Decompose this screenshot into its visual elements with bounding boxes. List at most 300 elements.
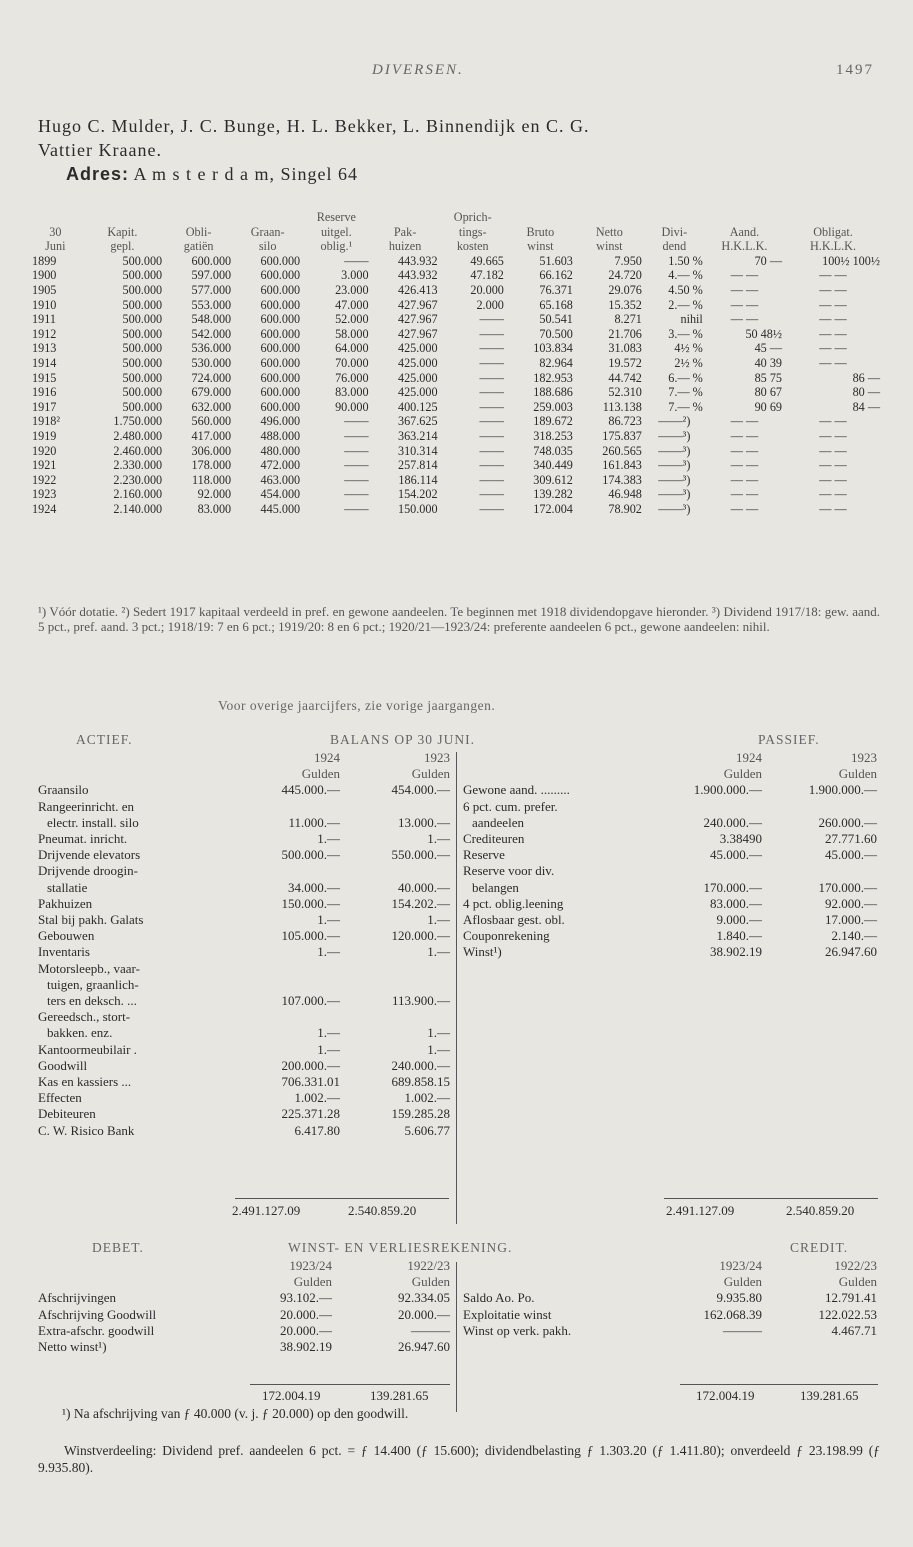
- credit-table: [460, 1258, 880, 1339]
- balance-label: 4 pct. oblig.leening: [463, 895, 564, 911]
- debet-unit-2: Gulden: [411, 1274, 450, 1290]
- balance-row: [35, 1058, 453, 1074]
- history-cell: — —: [819, 428, 847, 443]
- history-cell: 52.000: [335, 312, 369, 327]
- history-header-cell: Aand.: [729, 224, 760, 239]
- history-cell: 47.000: [335, 297, 369, 312]
- history-cell: 21.706: [608, 326, 642, 341]
- history-cell: 20.000: [470, 282, 504, 297]
- history-row: [30, 371, 882, 386]
- balance-row: [460, 880, 880, 896]
- balance-value-2: 5.606.77: [404, 1122, 450, 1138]
- history-cell: 1919: [32, 428, 57, 443]
- history-cell: 2.230.000: [113, 472, 163, 487]
- debet-total-1: 172.004.19: [262, 1388, 321, 1403]
- balance-row: [460, 799, 880, 815]
- history-cell: 7.— %: [668, 399, 703, 414]
- actief-total-2: 2.540.859.20: [348, 1203, 417, 1218]
- balance-row: [460, 815, 880, 831]
- history-cell: — —: [730, 487, 759, 502]
- history-header-cell: Netto: [595, 224, 623, 239]
- history-cell: 425.000: [397, 341, 438, 356]
- footnotes: ¹) Vóór dotatie. ²) Sedert 1917 kapitaal verdeeld in pref. en gewone aandeelen. Te beginnen met 1918 dividendopgave hieronder. ³) Dividend 1917/18: gew. aand. 5 pct., pref. aand. 3 pct.; 1918/19: 7 en 6 pct.; 1919/20: 8 en 6 pct.; 1920/21—1923/24: preferente aandeelen 6 pct., gewone aandeelen: nihil.: [38, 604, 880, 635]
- history-header-cell: [575, 210, 644, 225]
- history-cell: ——: [479, 370, 504, 385]
- credit-total-rule: [680, 1384, 878, 1385]
- history-header-cell: H.K.L.K.: [721, 239, 768, 254]
- history-cell: 188.686: [533, 385, 573, 400]
- balance-value-1: 1.840.—: [716, 928, 762, 944]
- history-row: [30, 429, 882, 444]
- history-header-cell: silo: [258, 239, 277, 254]
- history-cell: 363.214: [397, 428, 438, 443]
- history-cell: 85 75: [754, 370, 782, 385]
- debet-title: DEBET.: [92, 1240, 144, 1255]
- history-cell: ——: [344, 487, 369, 502]
- history-cell: ——³): [658, 487, 691, 502]
- balance-label: Graansilo: [38, 782, 89, 798]
- history-cell: 92.000: [197, 487, 232, 502]
- actief-title: ACTIEF.: [76, 732, 133, 747]
- balance-value-2: 1.900.000.—: [808, 782, 877, 798]
- balance-label: Goodwill: [38, 1057, 88, 1073]
- balance-label: ters en deksch. ...: [47, 993, 137, 1009]
- history-cell: 340.449: [533, 458, 573, 473]
- history-cell: — —: [819, 355, 847, 370]
- wv-value-2: 4.467.71: [831, 1322, 877, 1338]
- history-header-cell: [81, 210, 164, 225]
- history-cell: 86 —: [852, 370, 880, 385]
- history-cell: ——: [344, 443, 369, 458]
- balance-label: aandeelen: [472, 814, 524, 830]
- balance-row: [35, 1074, 453, 1090]
- history-cell: 260.565: [602, 443, 642, 458]
- history-cell: 175.837: [602, 428, 642, 443]
- balance-row: [35, 977, 453, 993]
- history-cell: ——: [344, 428, 369, 443]
- wv-value-1: 38.902.19: [280, 1339, 332, 1355]
- credit-year-2: 1922/23: [834, 1258, 877, 1273]
- history-row: [30, 312, 882, 327]
- balance-value-1: 1.—: [317, 912, 340, 928]
- history-cell: ——: [479, 501, 504, 516]
- balance-value-1: 706.331.01: [281, 1074, 340, 1090]
- balance-value-2: 113.900.—: [391, 993, 450, 1009]
- history-header-cell: gepl.: [110, 239, 135, 254]
- history-cell: — —: [730, 414, 759, 429]
- history-cell: 1923: [32, 487, 57, 502]
- history-cell: — —: [819, 326, 847, 341]
- history-cell: 560.000: [191, 414, 232, 429]
- history-cell: 488.000: [260, 428, 301, 443]
- balance-label: Aflosbaar gest. obl.: [463, 912, 565, 928]
- history-cell: 259.003: [533, 399, 573, 414]
- history-header-cell: Graan-: [250, 224, 285, 239]
- balance-label: Rangeerinricht. en: [38, 798, 135, 814]
- history-header-cell: H.K.L.K.: [809, 239, 857, 254]
- balance-value-2: 13.000.—: [398, 814, 450, 830]
- balance-row: [460, 863, 880, 879]
- history-header-cell: oblig.¹: [320, 239, 353, 254]
- history-cell: 530.000: [191, 355, 232, 370]
- wv-label: Extra-afschr. goodwill: [38, 1322, 155, 1338]
- wv-label: Exploitatie winst: [463, 1306, 552, 1322]
- passief-unit-2: Gulden: [838, 766, 877, 782]
- history-cell: ——: [479, 341, 504, 356]
- history-cell: 23.000: [335, 282, 369, 297]
- history-cell: — —: [730, 501, 759, 516]
- history-cell: ——³): [658, 472, 691, 487]
- history-cell: 600.000: [260, 341, 301, 356]
- passief-total-2: 2.540.859.20: [786, 1203, 855, 1218]
- history-header-cell: Kapit.: [107, 224, 138, 239]
- actief-total-rule: [235, 1198, 449, 1199]
- wv-row: [35, 1290, 453, 1306]
- history-cell: 78.902: [608, 501, 642, 516]
- history-cell: 4.— %: [668, 268, 703, 283]
- balance-value-2: 1.—: [427, 1025, 450, 1041]
- history-header-cell: winst: [596, 239, 623, 254]
- history-cell: ——: [344, 253, 369, 268]
- history-cell: 500.000: [122, 385, 163, 400]
- history-cell: 500.000: [122, 268, 163, 283]
- history-cell: 86.723: [608, 414, 642, 429]
- balance-label: Gebouwen: [38, 928, 95, 944]
- history-cell: 724.000: [191, 370, 232, 385]
- balance-row: [35, 944, 453, 960]
- history-cell: 189.672: [533, 414, 573, 429]
- history-cell: 76.371: [539, 282, 573, 297]
- history-cell: 3.— %: [668, 326, 703, 341]
- balance-value-1: 1.900.000.—: [693, 782, 762, 798]
- actief-total-1: 2.491.127.09: [232, 1203, 301, 1218]
- balance-row: [35, 863, 453, 879]
- address-value: A m s t e r d a m, Singel 64: [133, 164, 359, 184]
- wv-row: [35, 1323, 453, 1339]
- balance-value-1: 1.—: [317, 1025, 340, 1041]
- history-cell: 600.000: [191, 253, 232, 268]
- history-cell: 306.000: [191, 443, 232, 458]
- history-table: [30, 210, 882, 516]
- history-cell: 186.114: [398, 472, 438, 487]
- history-header-cell: [371, 210, 440, 225]
- wv-title: WINST- EN VERLIESREKENING.: [288, 1240, 513, 1255]
- balance-value-1: 107.000.—: [281, 993, 340, 1009]
- history-cell: 50 48½: [745, 326, 782, 341]
- history-cell: 58.000: [335, 326, 369, 341]
- balance-row: [35, 1123, 453, 1139]
- history-cell: 1917: [32, 399, 57, 414]
- wv-label: Afschrijving Goodwill: [38, 1306, 157, 1322]
- history-row: [30, 327, 882, 342]
- history-cell: 427.967: [397, 326, 438, 341]
- history-header-row: [30, 225, 882, 240]
- history-cell: 553.000: [191, 297, 232, 312]
- history-cell: ——³): [658, 443, 691, 458]
- history-cell: 463.000: [260, 472, 301, 487]
- balance-label: C. W. Risico Bank: [38, 1122, 135, 1138]
- history-cell: 600.000: [260, 297, 301, 312]
- history-header-cell: Obligat.: [813, 224, 853, 239]
- balance-label: electr. install. silo: [47, 814, 139, 830]
- history-cell: 4.50 %: [668, 282, 703, 297]
- history-cell: 70 —: [754, 253, 782, 268]
- actief-table: [35, 750, 453, 1139]
- balance-row: [35, 1009, 453, 1025]
- history-cell: 80 —: [852, 385, 880, 400]
- history-cell: ——: [479, 355, 504, 370]
- history-cell: 1914: [32, 355, 57, 370]
- wv-value-1: 9.935.80: [716, 1290, 762, 1306]
- actief-year-2: 1923: [424, 750, 450, 765]
- history-cell: 172.004: [533, 501, 573, 516]
- history-cell: ——: [479, 312, 504, 327]
- wv-value-1: 93.102.—: [280, 1290, 332, 1306]
- history-cell: 500.000: [122, 355, 163, 370]
- history-header-cell: Reserve: [316, 210, 356, 224]
- history-cell: 15.352: [608, 297, 642, 312]
- wv-value-2: 12.791.41: [825, 1290, 877, 1306]
- history-row: [30, 400, 882, 415]
- history-cell: — —: [730, 472, 759, 487]
- history-cell: 1920: [32, 443, 57, 458]
- history-cell: 472.000: [260, 458, 301, 473]
- history-cell: 7.950: [614, 253, 642, 268]
- history-header-cell: tings-: [458, 224, 487, 239]
- history-header-cell: Oprich-: [453, 210, 492, 224]
- history-cell: ——: [479, 428, 504, 443]
- history-cell: 600.000: [260, 312, 301, 327]
- history-cell: 161.843: [602, 458, 642, 473]
- history-header-cell: gatiën: [183, 239, 214, 254]
- history-cell: 76.000: [335, 370, 369, 385]
- history-row: [30, 385, 882, 400]
- history-row: [30, 298, 882, 313]
- balance-value-2: 260.000.—: [818, 814, 877, 830]
- balance-label: Pneumat. inricht.: [38, 831, 128, 847]
- passief-unit-1: Gulden: [723, 766, 762, 782]
- wv-value-1: ———: [723, 1322, 762, 1338]
- history-header-cell: Pak-: [393, 224, 417, 239]
- history-cell: 426.413: [397, 282, 438, 297]
- balance-value-2: 92.000.—: [825, 895, 877, 911]
- wv-value-1: 162.068.39: [703, 1306, 762, 1322]
- history-cell: 443.932: [397, 253, 438, 268]
- history-row: [30, 473, 882, 488]
- history-cell: 597.000: [191, 268, 232, 283]
- balance-value-2: 170.000.—: [818, 879, 877, 895]
- balance-label: belangen: [472, 879, 519, 895]
- history-cell: ——: [344, 472, 369, 487]
- history-cell: 139.282: [533, 487, 573, 502]
- history-cell: — —: [730, 443, 759, 458]
- wv-footnote: ¹) Na afschrijving van ƒ 40.000 (v. j. ƒ 20.000) op den goodwill.: [62, 1406, 409, 1421]
- balance-label: Winst¹): [463, 944, 502, 960]
- history-header-cell: Divi-: [661, 224, 688, 239]
- wv-value-2: 92.334.05: [398, 1290, 450, 1306]
- history-cell: — —: [819, 472, 847, 487]
- balance-value-1: 105.000.—: [281, 928, 340, 944]
- history-cell: 4½ %: [674, 341, 703, 356]
- wv-value-2: 122.022.53: [818, 1306, 877, 1322]
- balance-row: [35, 880, 453, 896]
- balance-row: [460, 944, 880, 960]
- history-cell: 600.000: [260, 355, 301, 370]
- actief-unit-2: Gulden: [411, 766, 450, 782]
- history-cell: 31.083: [608, 341, 642, 356]
- history-header-cell: [233, 210, 302, 225]
- history-cell: 2.460.000: [113, 443, 163, 458]
- history-cell: 154.202: [397, 487, 438, 502]
- history-cell: 548.000: [191, 312, 232, 327]
- history-cell: ——³): [658, 458, 691, 473]
- balance-row: [35, 1042, 453, 1058]
- balance-label: Debiteuren: [38, 1106, 96, 1122]
- balance-label: Crediteuren: [463, 831, 525, 847]
- balance-row: [460, 847, 880, 863]
- balance-label: Motorsleepb., vaar-: [38, 960, 140, 976]
- credit-unit-2: Gulden: [838, 1274, 877, 1290]
- wv-divider: [456, 1262, 457, 1412]
- balance-value-1: 200.000.—: [281, 1057, 340, 1073]
- history-cell: 500.000: [122, 282, 163, 297]
- history-cell: 500.000: [122, 341, 163, 356]
- history-row: [30, 502, 882, 517]
- balance-value-1: 38.902.19: [710, 944, 762, 960]
- history-cell: 600.000: [260, 370, 301, 385]
- wv-value-2: 20.000.—: [398, 1306, 450, 1322]
- history-header-cell: [705, 210, 784, 225]
- balance-value-2: 154.202.—: [391, 895, 450, 911]
- balance-value-1: 1.—: [317, 831, 340, 847]
- balance-label: stallatie: [47, 879, 88, 895]
- history-cell: ——: [479, 326, 504, 341]
- balance-label: Reserve: [463, 847, 505, 863]
- history-row: [30, 341, 882, 356]
- wv-value-1: 20.000.—: [280, 1322, 332, 1338]
- wv-row: [35, 1307, 453, 1323]
- history-cell: 2.— %: [668, 297, 703, 312]
- balans-divider: [456, 752, 457, 1224]
- wv-value-1: 20.000.—: [280, 1306, 332, 1322]
- history-header-cell: Obli-: [185, 224, 212, 239]
- balance-value-2: 159.285.28: [391, 1106, 450, 1122]
- balance-row: [35, 928, 453, 944]
- history-cell: 318.253: [533, 428, 573, 443]
- balance-label: Inventaris: [38, 944, 90, 960]
- history-cell: ——³): [658, 428, 691, 443]
- history-cell: 113.138: [602, 399, 642, 414]
- balance-value-2: 1.—: [427, 944, 450, 960]
- history-cell: 454.000: [260, 487, 301, 502]
- passief-total-1: 2.491.127.09: [666, 1203, 735, 1218]
- history-cell: ——³): [658, 501, 691, 516]
- history-cell: 150.000: [397, 501, 438, 516]
- history-cell: ——: [479, 458, 504, 473]
- history-cell: 600.000: [260, 385, 301, 400]
- history-cell: 182.953: [533, 370, 573, 385]
- history-cell: — —: [730, 297, 759, 312]
- history-row: [30, 268, 882, 283]
- history-cell: 2.330.000: [113, 458, 163, 473]
- actief-year-1: 1924: [314, 750, 340, 765]
- history-cell: 1918²: [32, 414, 61, 429]
- history-cell: — —: [819, 487, 847, 502]
- history-cell: — —: [819, 282, 847, 297]
- history-cell: 427.967: [397, 312, 438, 327]
- balance-value-2: 45.000.—: [825, 847, 877, 863]
- history-cell: 52.310: [608, 385, 642, 400]
- debet-table: [35, 1258, 453, 1355]
- balance-value-2: 2.140.—: [831, 928, 877, 944]
- history-cell: 425.000: [397, 355, 438, 370]
- balance-value-2: 454.000.—: [391, 782, 450, 798]
- history-cell: 8.271: [614, 312, 642, 327]
- history-row: [30, 254, 882, 269]
- wv-label: Afschrijvingen: [38, 1290, 116, 1306]
- balance-value-1: 445.000.—: [281, 782, 340, 798]
- balance-row: [460, 831, 880, 847]
- credit-total-1: 172.004.19: [696, 1388, 755, 1403]
- history-cell: 600.000: [260, 268, 301, 283]
- history-cell: 425.000: [397, 370, 438, 385]
- history-cell: 1915: [32, 370, 57, 385]
- history-cell: 70.500: [539, 326, 573, 341]
- history-cell: — —: [730, 312, 759, 327]
- history-cell: — —: [730, 282, 759, 297]
- balance-row: [35, 993, 453, 1009]
- history-cell: — —: [819, 501, 847, 516]
- history-cell: 100½ 100½: [822, 253, 880, 268]
- history-cell: 536.000: [191, 341, 232, 356]
- history-cell: 445.000: [260, 501, 301, 516]
- wv-row: [460, 1323, 880, 1339]
- history-cell: 7.— %: [668, 385, 703, 400]
- history-cell: 83.000: [335, 385, 369, 400]
- history-cell: 1905: [32, 282, 57, 297]
- balance-value-1: 1.—: [317, 1041, 340, 1057]
- history-cell: 496.000: [260, 414, 301, 429]
- history-cell: 2.480.000: [113, 428, 163, 443]
- balance-value-1: 1.002.—: [294, 1090, 340, 1106]
- balans-title: BALANS OP 30 JUNI.: [330, 732, 476, 747]
- history-cell: 425.000: [397, 385, 438, 400]
- balance-label: Drijvende droogin-: [38, 863, 139, 879]
- history-cell: 600.000: [260, 326, 301, 341]
- history-cell: 66.162: [539, 268, 573, 283]
- balance-row: [460, 928, 880, 944]
- history-cell: 45 —: [754, 341, 782, 356]
- history-row: [30, 444, 882, 459]
- history-cell: 24.720: [608, 268, 642, 283]
- history-cell: 47.182: [470, 268, 504, 283]
- balance-label: tuigen, graanlich-: [47, 976, 139, 992]
- history-cell: 1924: [32, 501, 57, 516]
- history-header-cell: 30: [49, 224, 62, 239]
- passief-year-1: 1924: [736, 750, 762, 765]
- balance-value-2: 120.000.—: [391, 928, 450, 944]
- balance-label: Gewone aand. .........: [463, 782, 570, 798]
- history-header-row: [30, 210, 882, 225]
- history-cell: 679.000: [191, 385, 232, 400]
- balance-label: Couponrekening: [463, 928, 550, 944]
- history-cell: 500.000: [122, 253, 163, 268]
- history-header-cell: Bruto: [526, 224, 555, 239]
- history-cell: 84 —: [852, 399, 880, 414]
- history-cell: 600.000: [260, 282, 301, 297]
- wv-label: Saldo Ao. Po.: [463, 1290, 535, 1306]
- history-cell: 51.603: [539, 253, 573, 268]
